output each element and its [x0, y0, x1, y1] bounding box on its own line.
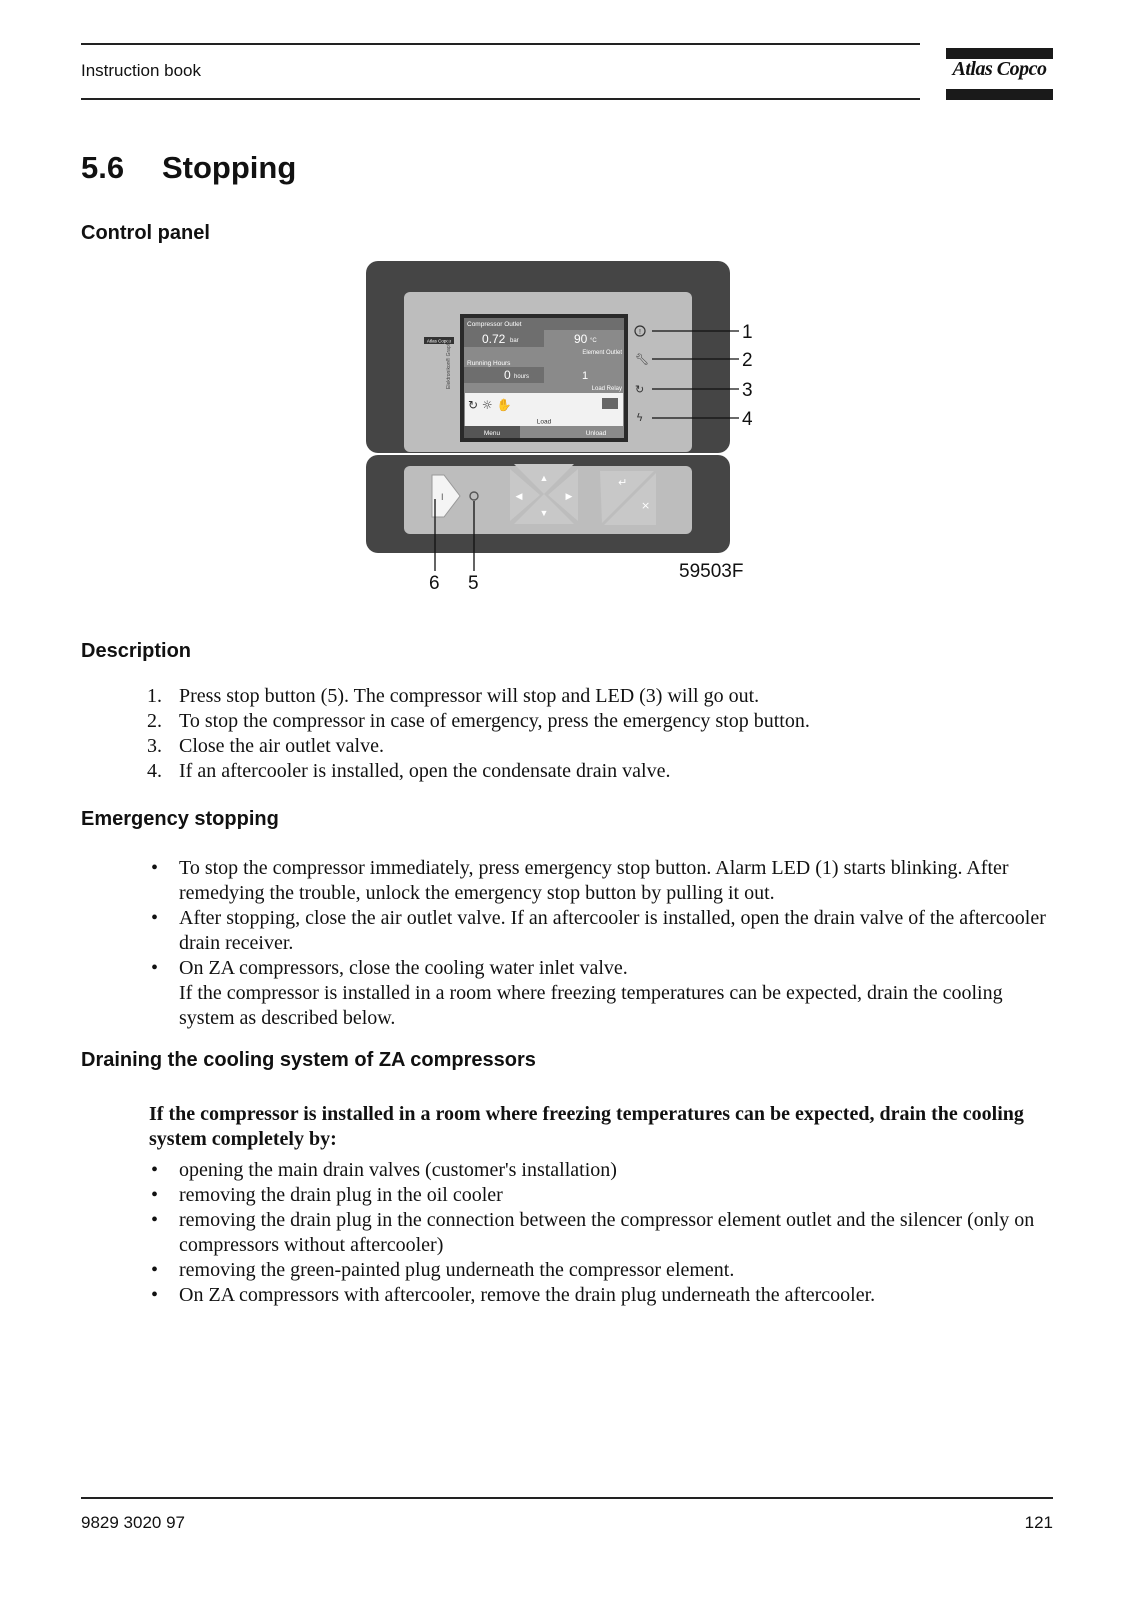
arrow-up-icon: ▲	[539, 473, 549, 483]
step-text: To stop the compressor in case of emergency, press the emergency stop button.	[179, 710, 810, 732]
emergency-heading: Emergency stopping	[81, 808, 279, 830]
logo-bar-bottom	[946, 89, 1053, 100]
service-wrench-icon: 🔧︎	[635, 353, 649, 366]
screen-running-hours-value: 0	[504, 368, 511, 382]
callout-3: 3	[742, 380, 753, 401]
step-number: 1.	[147, 685, 162, 707]
logo-text: Atlas Copco	[952, 58, 1047, 80]
callout-6: 6	[429, 573, 440, 594]
footer-page-number: 121	[1024, 1513, 1053, 1532]
list-item	[147, 734, 810, 759]
screen-softkey-right-bg	[520, 426, 624, 438]
header-title: Instruction book	[81, 61, 202, 80]
list-item	[147, 709, 810, 734]
list-item: • To stop the compressor immediately, press emergency stop button. Alarm LED (1) starts blinking. After remedying the trouble, unlock the emergency stop button by pulling it out.	[147, 856, 1053, 906]
screen-softkey-menu: Menu	[483, 430, 501, 437]
arrow-right-icon: ▶	[565, 491, 573, 501]
step-number: 4.	[147, 760, 162, 782]
voltage-on-icon: ϟ	[636, 411, 644, 424]
screen-battery-icon	[602, 398, 618, 409]
alarm-led-mark: !	[639, 329, 641, 336]
control-panel-figure	[364, 259, 764, 614]
description-steps	[147, 684, 810, 784]
draining-heading: Draining the cooling system of ZA compressors	[81, 1049, 536, 1071]
arrow-down-icon: ▼	[539, 508, 549, 518]
list-item: • removing the drain plug in the oil cooler	[147, 1183, 1053, 1208]
panel-brand: Atlas Copco	[426, 338, 452, 344]
step-text: Press stop button (5). The compressor will stop and LED (3) will go out.	[179, 685, 760, 707]
footer-doc-number: 9829 3020 97	[81, 1513, 185, 1532]
start-button-symbol: I	[441, 492, 444, 502]
header-top-rule	[81, 43, 920, 45]
screen-softkey-unload: Unload	[585, 430, 607, 437]
callout-2: 2	[742, 350, 753, 371]
draining-list	[147, 1158, 1053, 1308]
enter-icon: ↵	[618, 476, 628, 489]
list-item: • removing the drain plug in the connection between the compressor element outlet and the silencer (only on compressors without aftercooler)	[147, 1208, 1053, 1258]
panel-side-text: Elektronikon® Graphic	[446, 338, 452, 389]
list-item	[147, 684, 810, 709]
step-number: 2.	[147, 710, 162, 732]
control-panel-heading: Control panel	[81, 222, 210, 244]
section-number: 5.6	[81, 150, 125, 185]
screen-compressor-outlet-label: Compressor Outlet	[467, 321, 522, 328]
footer-rule	[81, 1497, 1053, 1499]
list-item: • After stopping, close the air outlet valve. If an aftercooler is installed, open the drain valve of the aftercooler drain receiver.	[147, 906, 1053, 956]
screen-load-relay-label: Load Relay	[591, 386, 622, 392]
arrow-left-icon: ◀	[515, 491, 523, 501]
step-number: 3.	[147, 735, 162, 757]
description-heading: Description	[81, 640, 192, 662]
screen-running-hours-unit: hours	[514, 374, 530, 380]
list-item	[147, 759, 810, 784]
screen-compressor-outlet-unit: bar	[510, 338, 519, 344]
draining-intro: If the compressor is installed in a room where freezing temperatures can be expected, drain the cooling system completely by:	[149, 1103, 1024, 1150]
screen-running-hours-label: Running Hours	[467, 360, 511, 367]
screen-compressor-outlet-value: 0.72	[482, 332, 506, 346]
screen-element-outlet-unit: °C	[590, 338, 597, 344]
step-text: Close the air outlet valve.	[179, 735, 384, 757]
callout-4: 4	[742, 409, 753, 430]
list-item: • On ZA compressors with aftercooler, remove the drain plug underneath the aftercooler.	[147, 1283, 1053, 1308]
list-item	[147, 956, 1053, 1031]
screen-status-label: Load	[536, 418, 552, 426]
screen-element-outlet-value: 90	[574, 332, 588, 346]
emergency-note: If the compressor is installed in a room where freezing temperatures can be expected, drain the cooling system as described below.	[179, 982, 1003, 1029]
screen-element-outlet-label: Element Outlet	[582, 350, 622, 356]
emergency-list	[147, 856, 1053, 1031]
header-bottom-rule	[81, 98, 920, 100]
callout-1: 1	[742, 322, 753, 343]
list-item-text: • On ZA compressors, close the cooling water inlet valve.	[179, 957, 628, 979]
screen-status-icons: ↻ ☼ ✋	[468, 398, 512, 412]
callout-5: 5	[468, 573, 479, 594]
section-title: Stopping	[162, 150, 297, 185]
automatic-operation-icon: ↻	[635, 383, 645, 396]
screen-load-relay-value: 1	[582, 370, 589, 382]
list-item: • removing the green-painted plug underneath the compressor element.	[147, 1258, 1053, 1283]
control-panel-illustration	[364, 259, 764, 609]
figure-id: 59503F	[679, 561, 744, 582]
step-text: If an aftercooler is installed, open the condensate drain valve.	[179, 760, 671, 782]
escape-icon: ×	[641, 499, 651, 512]
list-item: • opening the main drain valves (customer's installation)	[147, 1158, 1053, 1183]
